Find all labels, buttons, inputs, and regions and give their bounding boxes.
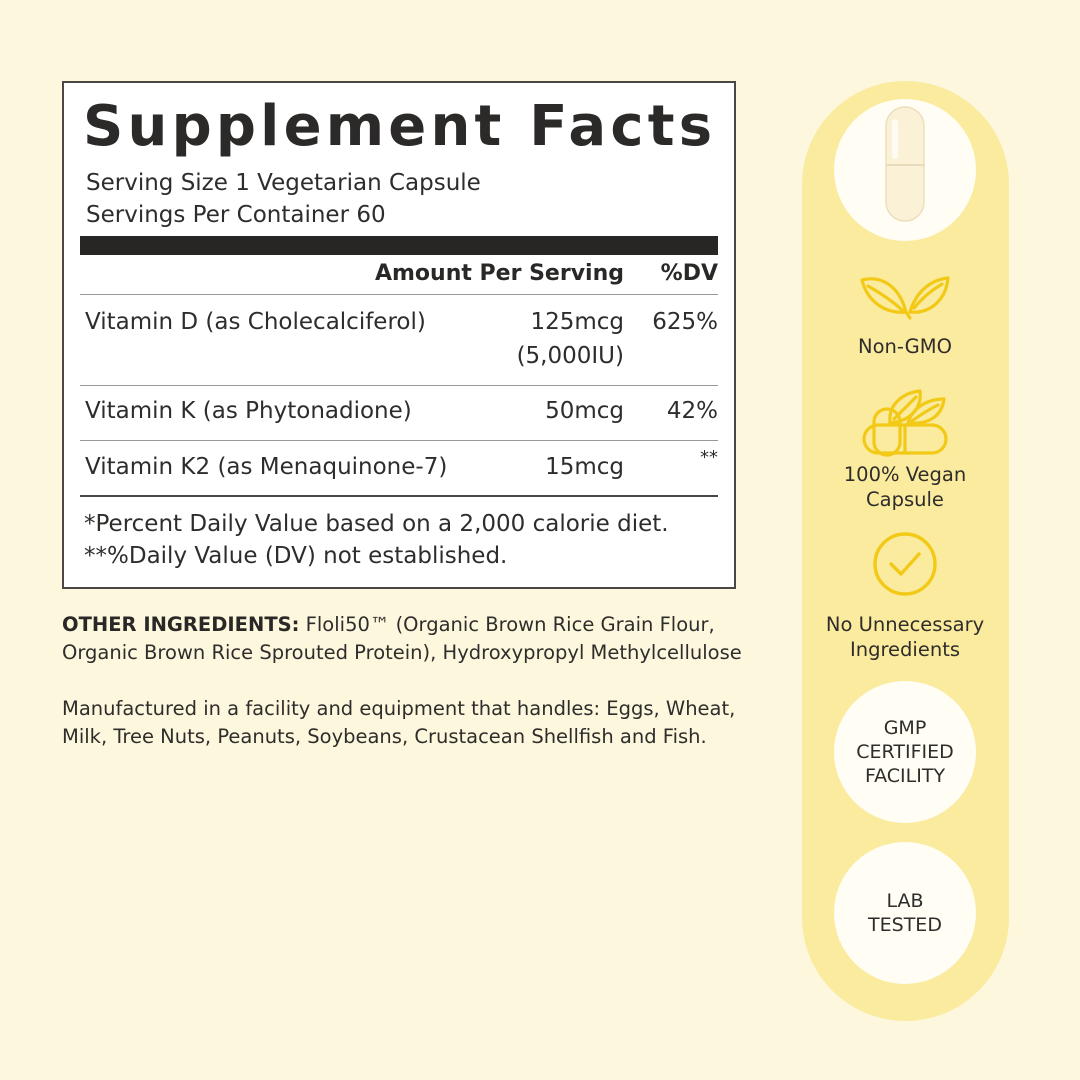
- lab-tested-text: [834, 889, 976, 937]
- nutrient-amount-sub: (5,000IU): [516, 343, 624, 369]
- nutrient-dv: **: [700, 447, 718, 468]
- nutrient-dv: 42%: [666, 398, 718, 424]
- row-rule: [80, 385, 718, 386]
- other-ingredients-section: [62, 611, 742, 751]
- dv-header: %DV: [660, 261, 718, 286]
- lab-line2: TESTED: [868, 914, 942, 936]
- no-unnecessary-line2: Ingredients: [849, 638, 961, 661]
- table-bottom-rule: [80, 495, 718, 497]
- nutrient-name: Vitamin K2 (as Menaquinone-7): [85, 454, 448, 480]
- lab-tested-badge: [834, 842, 976, 984]
- capsule-badge: [834, 99, 976, 241]
- other-ingredients: [62, 611, 742, 667]
- gmp-text: [834, 716, 976, 788]
- serving-size: Serving Size 1 Vegetarian Capsule: [86, 170, 481, 196]
- row-rule: [80, 440, 718, 441]
- gmp-line2: CERTIFIED: [856, 741, 954, 763]
- other-ingredients-text: Floli50™ (Organic Brown Rice Grain Flour, Organic Brown Rice Sprouted Protein), Hydroxypropyl Methylcellulose: [62, 613, 742, 664]
- footnote-dv-not-established: **%Daily Value (DV) not established.: [84, 543, 508, 569]
- thick-divider: [80, 236, 718, 255]
- nutrient-name: Vitamin D (as Cholecalciferol): [85, 309, 426, 335]
- header-rule: [80, 294, 718, 295]
- facts-title: Supplement Facts: [83, 94, 717, 159]
- nutrient-dv: 625%: [652, 309, 718, 335]
- leaves-icon: [858, 272, 952, 322]
- footnote-percent-dv: *Percent Daily Value based on a 2,000 calorie diet.: [84, 511, 669, 537]
- nutrient-amount: 125mcg: [530, 309, 624, 335]
- nutrient-amount: 15mcg: [545, 454, 624, 480]
- vegan-label-line2: Capsule: [866, 488, 944, 511]
- other-ingredients-label: OTHER INGREDIENTS:: [62, 613, 300, 636]
- gmp-line3: FACILITY: [864, 765, 946, 787]
- no-unnecessary-label: [805, 612, 1005, 662]
- allergen-note: Manufactured in a facility and equipment that handles: Eggs, Wheat, Milk, Tree Nuts, Peanuts, Soybeans, Crustacean Shellfish and Fish.: [62, 697, 736, 748]
- nutrient-amount: 50mcg: [545, 398, 624, 424]
- amount-per-serving-header: Amount Per Serving: [374, 261, 624, 286]
- vegan-capsule-label: [805, 462, 1005, 512]
- gmp-badge: [834, 681, 976, 823]
- vegan-label-line1: 100% Vegan: [843, 463, 967, 486]
- lab-line1: LAB: [886, 890, 924, 912]
- nutrient-name: Vitamin K (as Phytonadione): [85, 398, 412, 424]
- vegan-capsule-icon: [860, 387, 950, 457]
- gmp-line1: GMP: [883, 717, 927, 739]
- check-circle-icon: [871, 530, 939, 598]
- supplement-facts-panel: [62, 81, 736, 589]
- no-unnecessary-line1: No Unnecessary: [825, 613, 985, 636]
- non-gmo-label: Non-GMO: [858, 335, 952, 358]
- servings-per-container: Servings Per Container 60: [86, 202, 386, 228]
- capsule-icon: [884, 105, 926, 223]
